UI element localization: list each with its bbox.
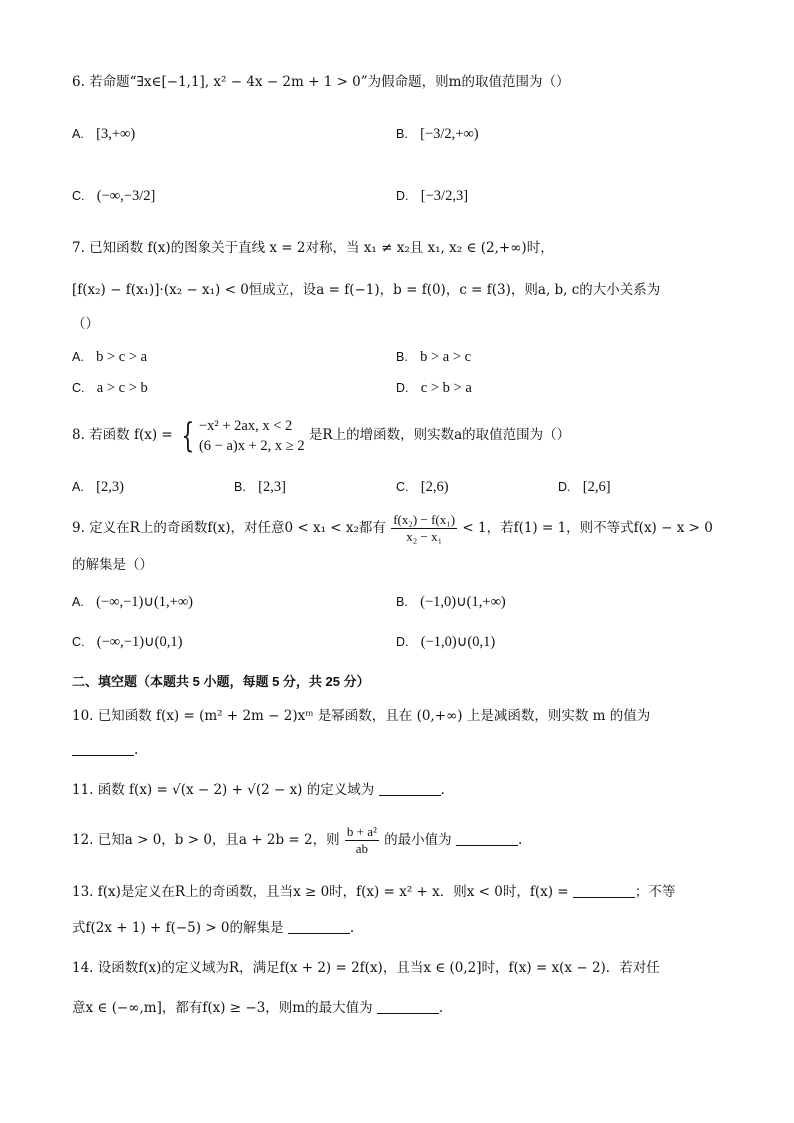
q13-line1 bbox=[72, 882, 675, 902]
section-title-fill-in: 二、填空题（本题共 5 小题，每题 5 分，共 25 分） bbox=[72, 674, 370, 689]
left-brace: { bbox=[181, 415, 195, 456]
option-key: B. bbox=[396, 127, 408, 141]
q9-option-b bbox=[396, 592, 506, 612]
q12-mid: 的最小值为 bbox=[384, 832, 452, 848]
q9-stem-a: 9. 定义在R上的奇函数f(x)，对任意0 < x₁ < x₂都有 bbox=[72, 520, 386, 536]
q6-option-a bbox=[72, 124, 135, 144]
q8-prefix: 8. 若函数 f(x) = bbox=[72, 427, 173, 443]
q7-stem-line1: 7. 已知函数 f(x)的图象关于直线 x = 2对称，当 x₁ ≠ x₂且 x₁, x₂ ∈ (2,+∞)时， bbox=[72, 240, 554, 256]
q14-line2-a: 意x ∈ (−∞,m]，都有f(x) ≥ −3，则m的最大值为 bbox=[72, 1000, 373, 1016]
option-text: (−1,0)∪(0,1) bbox=[420, 634, 496, 650]
option-text: (−∞,−3/2] bbox=[96, 188, 156, 204]
option-key: D. bbox=[558, 480, 571, 494]
option-key: D. bbox=[396, 635, 409, 649]
q7-option-a bbox=[72, 347, 147, 367]
option-text: c > b > a bbox=[420, 380, 472, 396]
q12-prefix: 12. 已知a > 0，b > 0，且a + 2b = 2，则 bbox=[72, 832, 340, 848]
answer-blank[interactable] bbox=[72, 741, 134, 756]
option-text: (−∞,−1)∪(0,1) bbox=[96, 634, 183, 650]
q9-frac-num: f(x₂) − f(x₁) bbox=[393, 512, 456, 527]
option-text: [2,6] bbox=[582, 479, 611, 495]
q7-stem-line2: [f(x₂) − f(x₁)]·(x₂ − x₁) < 0恒成立，设a = f(−1)，b = f(0)，c = f(3)，则a, b, c的大小关系为 bbox=[72, 282, 661, 298]
option-key: A. bbox=[72, 595, 84, 609]
option-text: b > c > a bbox=[96, 349, 148, 365]
option-key: A. bbox=[72, 480, 84, 494]
answer-blank[interactable] bbox=[379, 781, 441, 796]
q6-option-d bbox=[396, 186, 468, 206]
option-text: (−1,0)∪(1,+∞) bbox=[420, 594, 506, 610]
option-key: C. bbox=[72, 381, 85, 395]
answer-blank[interactable] bbox=[573, 883, 635, 898]
q12-line bbox=[72, 820, 522, 860]
q9-stem-line2: 的解集是（） bbox=[72, 557, 153, 573]
option-text: b > a > c bbox=[420, 349, 472, 365]
option-key: B. bbox=[396, 595, 408, 609]
q6-option-c bbox=[72, 186, 155, 206]
option-key: A. bbox=[72, 350, 84, 364]
option-text: [−3/2,+∞) bbox=[420, 126, 479, 142]
q13-line2-b: . bbox=[349, 920, 355, 936]
q13-line2-a: 式f(2x + 1) + f(−5) > 0的解集是 bbox=[72, 920, 284, 936]
option-key: C. bbox=[72, 189, 85, 203]
q8-suffix: 是R上的增函数，则实数a的取值范围为（） bbox=[308, 427, 571, 443]
option-key: D. bbox=[396, 381, 409, 395]
q8-option-a bbox=[72, 477, 124, 497]
q10-line1: 10. 已知函数 f(x) = (m² + 2m − 2)xᵐ 是幂函数，且在 (0,+∞) 上是减函数，则实数 m 的值为 bbox=[72, 708, 651, 724]
q12-frac-num: b + a² bbox=[346, 824, 377, 839]
option-text: [2,3] bbox=[258, 479, 286, 495]
q6-stem: 6. 若命题“∃x∈[−1,1], x² − 4x − 2m + 1 > 0”为假命题，则m的取值范围为（） bbox=[72, 74, 570, 90]
q14-line2 bbox=[72, 998, 443, 1018]
option-text: [3,+∞) bbox=[96, 126, 136, 142]
q8-option-b bbox=[234, 477, 286, 497]
q11-line bbox=[72, 780, 445, 800]
q8-option-c bbox=[396, 477, 449, 497]
option-text: [−3/2,3] bbox=[420, 188, 469, 204]
q7-option-b bbox=[396, 347, 471, 367]
q7-stem-line3: （） bbox=[72, 316, 99, 332]
option-key: D. bbox=[396, 189, 409, 203]
q13-line1-b: ；不等 bbox=[634, 884, 676, 900]
answer-blank[interactable] bbox=[377, 999, 439, 1014]
q9-fraction bbox=[391, 512, 457, 545]
option-key: B. bbox=[396, 350, 408, 364]
q9-option-d bbox=[396, 632, 495, 652]
q9-frac-den: x₂ − x₁ bbox=[406, 529, 443, 544]
option-key: A. bbox=[72, 127, 84, 141]
q8-option-d bbox=[558, 477, 611, 497]
q9-option-c bbox=[72, 632, 182, 652]
q14-line1: 14. 设函数f(x)的定义域为R，满足f(x + 2) = 2f(x)，且当x ∈ (0,2]时，f(x) = x(x − 2)．若对任 bbox=[72, 960, 660, 976]
option-text: a > c > b bbox=[96, 380, 148, 396]
q13-line1-a: 13. f(x)是定义在R上的奇函数，且当x ≥ 0时，f(x) = x² + x．则x < 0时，f(x) = bbox=[72, 884, 569, 900]
option-text: [2,3) bbox=[96, 479, 124, 495]
q12-frac-den: ab bbox=[355, 841, 369, 856]
q10-end: . bbox=[134, 742, 139, 758]
q9-option-a bbox=[72, 592, 193, 612]
q9-stem-b: < 1，若f(1) = 1，则不等式f(x) − x > 0 bbox=[462, 520, 713, 536]
q12-suffix: . bbox=[517, 832, 523, 848]
q8-piecewise bbox=[199, 416, 305, 456]
option-key: C. bbox=[396, 480, 409, 494]
q7-option-d bbox=[396, 378, 472, 398]
q11-prefix: 11. 函数 f(x) = √(x − 2) + √(2 − x) 的定义域为 bbox=[72, 782, 375, 798]
q6-option-b bbox=[396, 124, 479, 144]
q10-line2 bbox=[72, 740, 138, 760]
q8-case-1: −x² + 2ax, x < 2 bbox=[198, 417, 293, 434]
q12-fraction bbox=[345, 824, 379, 857]
option-text: (−∞,−1)∪(1,+∞) bbox=[96, 594, 193, 610]
q9-stem bbox=[72, 510, 713, 546]
q8-stem bbox=[72, 412, 570, 458]
q11-suffix: . bbox=[440, 782, 445, 798]
option-text: [2,6) bbox=[420, 479, 449, 495]
answer-blank[interactable] bbox=[288, 919, 350, 934]
q7-option-c bbox=[72, 378, 148, 398]
option-key: B. bbox=[234, 480, 246, 494]
q14-line2-b: . bbox=[438, 1000, 444, 1016]
option-key: C. bbox=[72, 635, 85, 649]
q8-case-2: (6 − a)x + 2, x ≥ 2 bbox=[198, 437, 305, 454]
answer-blank[interactable] bbox=[456, 831, 518, 846]
q13-line2 bbox=[72, 918, 354, 938]
